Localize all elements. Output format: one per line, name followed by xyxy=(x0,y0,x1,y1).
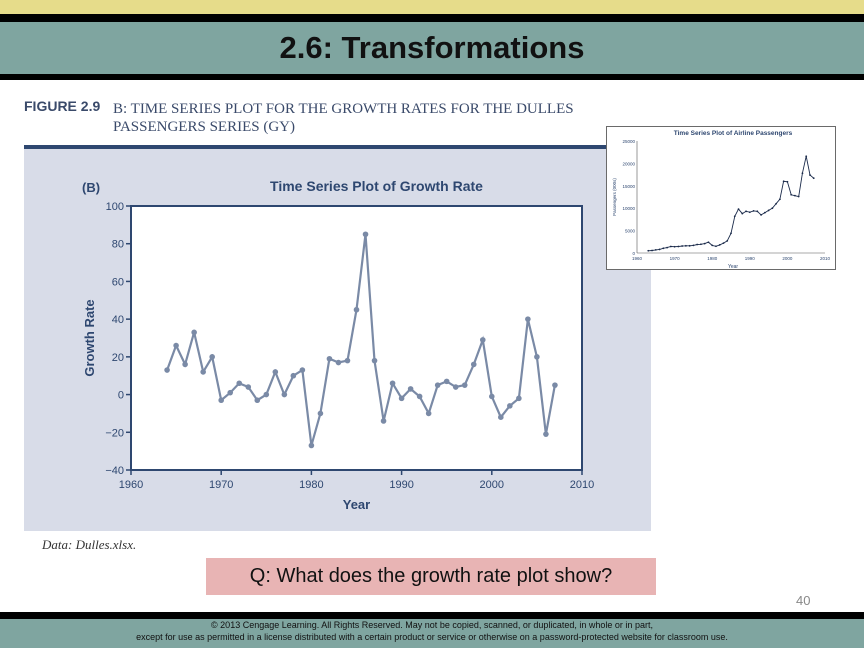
passengers-point xyxy=(805,155,807,157)
y-tick-label: −20 xyxy=(105,427,124,440)
growth-rate-point xyxy=(381,418,387,424)
growth-rate-point xyxy=(273,369,279,375)
passengers-point xyxy=(670,246,672,248)
airline-passengers-inset-chart xyxy=(606,126,836,270)
y-tick-label: −40 xyxy=(105,465,124,477)
inset-y-tick-label: 10000 xyxy=(622,206,635,212)
title-bar xyxy=(0,22,864,74)
growth-rate-point xyxy=(426,411,432,417)
passengers-point xyxy=(659,249,661,251)
x-tick-label: 2010 xyxy=(569,479,595,491)
passengers-point xyxy=(681,245,683,247)
growth-rate-point xyxy=(453,384,459,390)
copyright-line-2: except for use as permitted in a license distributed with a certain product or service or otherwise on a password-protected website for classroom use. xyxy=(136,632,728,642)
passengers-point xyxy=(749,211,751,213)
growth-rate-point xyxy=(245,384,251,390)
passengers-point xyxy=(756,210,758,212)
passengers-point xyxy=(700,243,702,245)
growth-rate-point xyxy=(182,362,188,368)
question-text: Q: What does the growth rate plot show? xyxy=(249,565,613,587)
passengers-point xyxy=(768,210,770,212)
growth-rate-point xyxy=(354,307,360,313)
y-tick-label: 20 xyxy=(111,351,124,364)
x-tick-label: 1980 xyxy=(299,479,324,491)
inset-y-tick-label: 25000 xyxy=(622,139,635,144)
passengers-point xyxy=(708,241,710,243)
growth-rate-point xyxy=(417,394,423,400)
passengers-point xyxy=(790,194,792,196)
growth-rate-point xyxy=(218,397,224,403)
y-tick-label: 80 xyxy=(111,238,124,251)
growth-rate-point xyxy=(254,397,260,403)
passengers-point xyxy=(794,195,796,197)
inset-x-axis-label: Year xyxy=(727,264,739,269)
passengers-point xyxy=(738,208,740,210)
passengers-point xyxy=(662,247,664,249)
plot-area xyxy=(131,206,582,470)
passengers-point xyxy=(666,247,668,249)
growth-rate-point xyxy=(408,386,414,392)
passengers-point xyxy=(726,240,728,242)
growth-rate-point xyxy=(462,382,468,388)
inset-y-tick-label: 20000 xyxy=(622,161,635,167)
growth-rate-point xyxy=(345,358,351,364)
growth-rate-point xyxy=(164,367,170,373)
growth-rate-point xyxy=(173,343,179,349)
passengers-point xyxy=(677,246,679,248)
inset-x-tick-label: 2000 xyxy=(782,256,793,261)
growth-rate-point xyxy=(227,390,233,396)
passengers-point xyxy=(753,210,755,212)
inset-y-tick-label: 0 xyxy=(632,251,635,256)
growth-rate-point xyxy=(444,379,450,385)
passengers-point xyxy=(771,207,773,209)
chart-title: Time Series Plot of Growth Rate xyxy=(270,178,483,194)
passengers-point xyxy=(734,215,736,217)
y-tick-label: 100 xyxy=(105,201,124,213)
growth-rate-point xyxy=(372,358,378,364)
passengers-point xyxy=(775,203,777,205)
passengers-point xyxy=(730,232,732,234)
passengers-point xyxy=(696,244,698,246)
x-tick-label: 2000 xyxy=(479,479,505,491)
growth-rate-point xyxy=(291,373,297,379)
passengers-point xyxy=(711,244,713,246)
x-axis-label: Year xyxy=(342,497,371,512)
growth-rate-point xyxy=(327,356,333,362)
y-tick-label: 40 xyxy=(111,314,124,327)
inset-x-tick-label: 2010 xyxy=(819,256,831,261)
inset-x-tick-label: 1960 xyxy=(631,256,643,261)
passengers-point xyxy=(685,245,687,247)
growth-rate-point xyxy=(480,337,486,343)
x-tick-label: 1970 xyxy=(208,479,234,491)
passengers-point xyxy=(704,243,706,245)
growth-rate-point xyxy=(534,354,540,360)
passengers-point xyxy=(802,172,804,174)
passengers-point xyxy=(655,249,657,251)
passengers-point xyxy=(689,245,691,247)
top-accent-band xyxy=(0,0,864,14)
passengers-point xyxy=(764,212,766,214)
x-tick-label: 1990 xyxy=(389,479,414,491)
title-band xyxy=(0,14,864,80)
growth-rate-point xyxy=(435,382,441,388)
passengers-point xyxy=(787,181,789,183)
growth-rate-point xyxy=(236,380,242,386)
growth-rate-point xyxy=(552,382,558,388)
passengers-point xyxy=(745,210,747,212)
passengers-point xyxy=(813,177,815,179)
footer-band xyxy=(0,612,864,648)
growth-rate-point xyxy=(318,411,324,417)
inset-x-tick-label: 1970 xyxy=(669,256,680,261)
passengers-point xyxy=(715,245,717,247)
passengers-point xyxy=(647,250,649,252)
copyright-line-1: © 2013 Cengage Learning. All Rights Reserved. May not be copied, scanned, or duplicated, in whole or in part, xyxy=(211,620,653,630)
x-tick-label: 1960 xyxy=(118,479,144,491)
growth-rate-point xyxy=(507,403,513,409)
growth-rate-point xyxy=(399,396,405,402)
inset-y-tick-label: 15000 xyxy=(622,183,635,189)
growth-rate-point xyxy=(525,316,531,322)
growth-rate-chart xyxy=(24,149,651,531)
inset-x-tick-label: 1990 xyxy=(744,256,755,261)
slide-title: 2.6: Transformations xyxy=(279,30,585,65)
footer-bar xyxy=(0,619,864,648)
growth-rate-point xyxy=(498,414,504,420)
passengers-point xyxy=(779,198,781,200)
y-tick-label: 0 xyxy=(117,389,124,402)
figure-caption: B: TIME SERIES PLOT FOR THE GROWTH RATES FOR THE DULLES PASSENGERS SERIES (GY) xyxy=(113,101,574,135)
passengers-line xyxy=(648,156,813,251)
growth-rate-point xyxy=(489,394,495,400)
growth-rate-point xyxy=(363,231,369,237)
growth-rate-point xyxy=(516,396,522,402)
inset-chart-title: Time Series Plot of Airline Passengers xyxy=(673,130,793,137)
growth-rate-point xyxy=(390,380,396,386)
growth-rate-point xyxy=(282,392,288,398)
passengers-point xyxy=(719,244,721,246)
passengers-point xyxy=(651,250,653,252)
y-axis-label: Growth Rate xyxy=(82,299,97,377)
passengers-point xyxy=(674,246,676,248)
inset-y-tick-label: 5000 xyxy=(624,228,635,234)
growth-rate-chart-panel xyxy=(24,149,651,531)
passengers-point xyxy=(809,174,811,176)
growth-rate-point xyxy=(300,367,306,373)
growth-rate-point xyxy=(543,431,549,437)
passengers-point xyxy=(798,196,800,198)
airline-passengers-chart xyxy=(607,127,835,269)
passengers-point xyxy=(760,214,762,216)
passengers-point xyxy=(741,213,743,215)
growth-rate-point xyxy=(471,362,477,368)
y-tick-label: 60 xyxy=(111,276,124,289)
passengers-point xyxy=(723,242,725,244)
panel-label: (B) xyxy=(82,180,101,195)
growth-rate-point xyxy=(336,360,342,366)
inset-x-tick-label: 1980 xyxy=(707,256,718,261)
growth-rate-point xyxy=(209,354,215,360)
data-source-note: Data: Dulles.xlsx. xyxy=(42,537,137,552)
growth-rate-point xyxy=(200,369,206,375)
passengers-point xyxy=(693,244,695,246)
growth-rate-point xyxy=(309,443,315,449)
figure-label: FIGURE 2.9 xyxy=(24,98,101,114)
page-number: 40 xyxy=(796,593,811,608)
inset-y-axis-label: Passengers (000s) xyxy=(612,178,617,216)
growth-rate-point xyxy=(191,330,197,336)
growth-rate-point xyxy=(264,392,270,398)
passengers-point xyxy=(783,180,785,182)
question-box xyxy=(206,558,656,595)
